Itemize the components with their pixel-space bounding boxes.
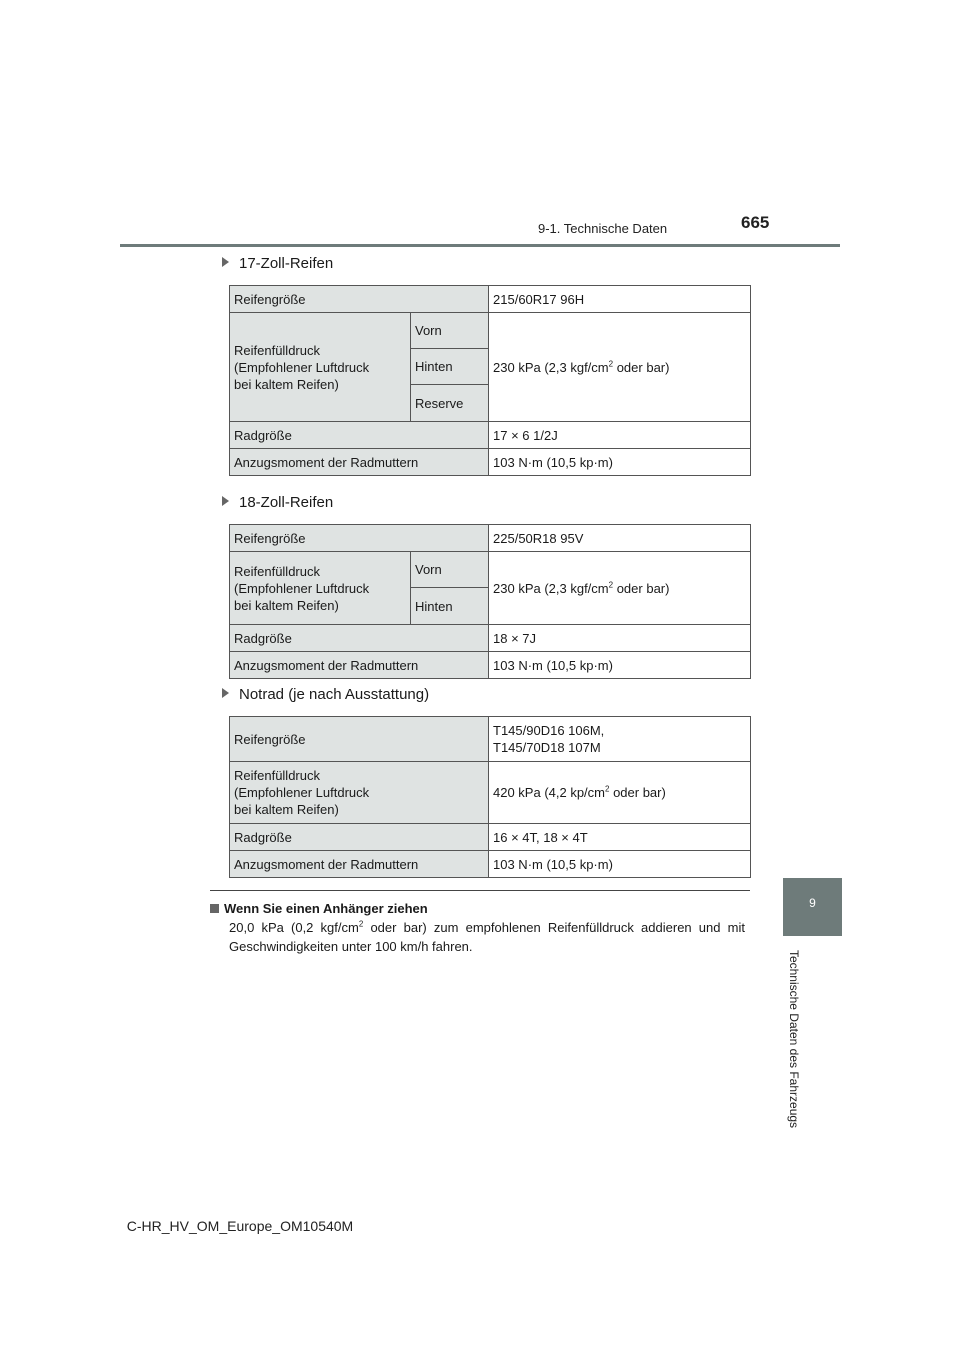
superscript: 2	[605, 784, 610, 794]
tire-size-line: T145/70D18 107M	[493, 740, 601, 755]
tire-size-value: 215/60R17 96H	[489, 286, 751, 313]
chapter-side-label	[784, 940, 804, 1138]
pressure-label-line: Reifenfülldruck	[234, 768, 320, 783]
pressure-label-line: bei kaltem Reifen)	[234, 802, 339, 817]
tire-table-18-inch	[229, 524, 751, 679]
wheel-size-value: 17 × 6 1/2J	[489, 422, 751, 449]
section-heading-text: 17-Zoll-Reifen	[239, 255, 334, 272]
footer-doc-id: C-HR_HV_OM_Europe_OM10540M	[126, 1218, 354, 1234]
pressure-value-suffix: oder bar)	[613, 359, 670, 375]
pressure-label	[230, 762, 489, 824]
wheel-size-value: 18 × 7J	[489, 625, 751, 652]
arrow-bullet-icon	[222, 257, 229, 267]
pressure-label-line: bei kaltem Reifen)	[234, 376, 339, 392]
wheel-size-label: Radgröße	[230, 422, 489, 449]
pressure-value-text: 230 kPa (2,3 kgf/cm	[493, 359, 609, 375]
superscript: 2	[358, 919, 364, 929]
table-row	[230, 824, 751, 851]
pressure-label	[230, 552, 411, 625]
page-number: 665	[741, 213, 770, 232]
tire-size-label: Reifengröße	[230, 286, 489, 313]
header-rule	[120, 244, 840, 247]
note-body	[229, 918, 745, 956]
note-divider	[210, 890, 750, 891]
section-heading-spare-tire	[222, 686, 429, 703]
note-text: oder bar) zum empfohlenen Reifenfülldruck addieren und mit Geschwindigkeiten unter 100 km/h fahren.	[229, 920, 745, 954]
position-front: Vorn	[411, 313, 489, 349]
pressure-label-line: (Empfohlener Luftdruck	[234, 580, 370, 596]
wheel-size-label: Radgröße	[230, 625, 489, 652]
tire-table-17-inch	[229, 285, 751, 476]
note-heading-text: Wenn Sie einen Anhänger ziehen	[224, 901, 428, 916]
torque-label: Anzugsmoment der Radmuttern	[230, 449, 489, 476]
pressure-label	[230, 313, 411, 422]
table-row	[230, 552, 751, 588]
position-rear: Hinten	[411, 349, 489, 385]
position-spare: Reserve	[411, 385, 489, 422]
table-row	[230, 652, 751, 679]
table-row	[230, 422, 751, 449]
section-heading-18-inch	[222, 494, 333, 511]
pressure-value	[489, 313, 751, 422]
tire-size-label: Reifengröße	[230, 525, 489, 552]
pressure-label-line: bei kaltem Reifen)	[234, 597, 339, 613]
superscript: 2	[608, 359, 614, 369]
table-row	[230, 762, 751, 824]
tire-size-value: 225/50R18 95V	[489, 525, 751, 552]
torque-value: 103 N·m (10,5 kp·m)	[489, 851, 751, 878]
arrow-bullet-icon	[222, 496, 229, 506]
section-heading-text: Notrad (je nach Ausstattung)	[239, 686, 430, 703]
pressure-value	[489, 762, 751, 824]
tire-size-value	[489, 717, 751, 762]
pressure-label-line: (Empfohlener Luftdruck	[234, 359, 370, 375]
tire-size-label: Reifengröße	[230, 717, 489, 762]
torque-label: Anzugsmoment der Radmuttern	[230, 851, 489, 878]
pressure-value-text: 230 kPa (2,3 kgf/cm	[493, 580, 609, 596]
pressure-label-line: Reifenfülldruck	[234, 563, 320, 579]
note-heading	[210, 901, 428, 916]
table-row	[230, 449, 751, 476]
chapter-title: Technische Daten des Fahrzeugs	[787, 949, 801, 1129]
wheel-size-value: 16 × 4T, 18 × 4T	[489, 824, 751, 851]
position-front: Vorn	[411, 552, 489, 588]
position-rear: Hinten	[411, 588, 489, 625]
table-row	[230, 286, 751, 313]
section-title: 9-1. Technische Daten	[538, 221, 668, 236]
chapter-tab	[783, 878, 842, 936]
table-row	[230, 717, 751, 762]
section-heading-text: 18-Zoll-Reifen	[239, 494, 334, 511]
superscript: 2	[608, 580, 614, 590]
torque-label: Anzugsmoment der Radmuttern	[230, 652, 489, 679]
pressure-value-suffix: oder bar)	[613, 580, 670, 596]
torque-value: 103 N·m (10,5 kp·m)	[489, 652, 751, 679]
pressure-label-line: (Empfohlener Luftdruck	[234, 785, 370, 800]
tire-table-spare	[229, 716, 751, 878]
pressure-label-line: Reifenfülldruck	[234, 342, 320, 358]
square-bullet-icon	[210, 904, 219, 913]
section-heading-17-inch	[222, 255, 333, 272]
table-row	[230, 625, 751, 652]
table-row	[230, 851, 751, 878]
chapter-number: 9	[809, 896, 816, 910]
wheel-size-label: Radgröße	[230, 824, 489, 851]
pressure-value-text: 420 kPa (4,2 kp/cm	[493, 785, 605, 800]
table-row	[230, 525, 751, 552]
torque-value: 103 N·m (10,5 kp·m)	[489, 449, 751, 476]
arrow-bullet-icon	[222, 688, 229, 698]
pressure-value	[489, 552, 751, 625]
tire-size-line: T145/90D16 106M,	[493, 723, 605, 738]
note-text: 20,0 kPa (0,2 kgf/cm	[229, 920, 359, 935]
table-row	[230, 313, 751, 349]
pressure-value-suffix: oder bar)	[609, 785, 666, 800]
